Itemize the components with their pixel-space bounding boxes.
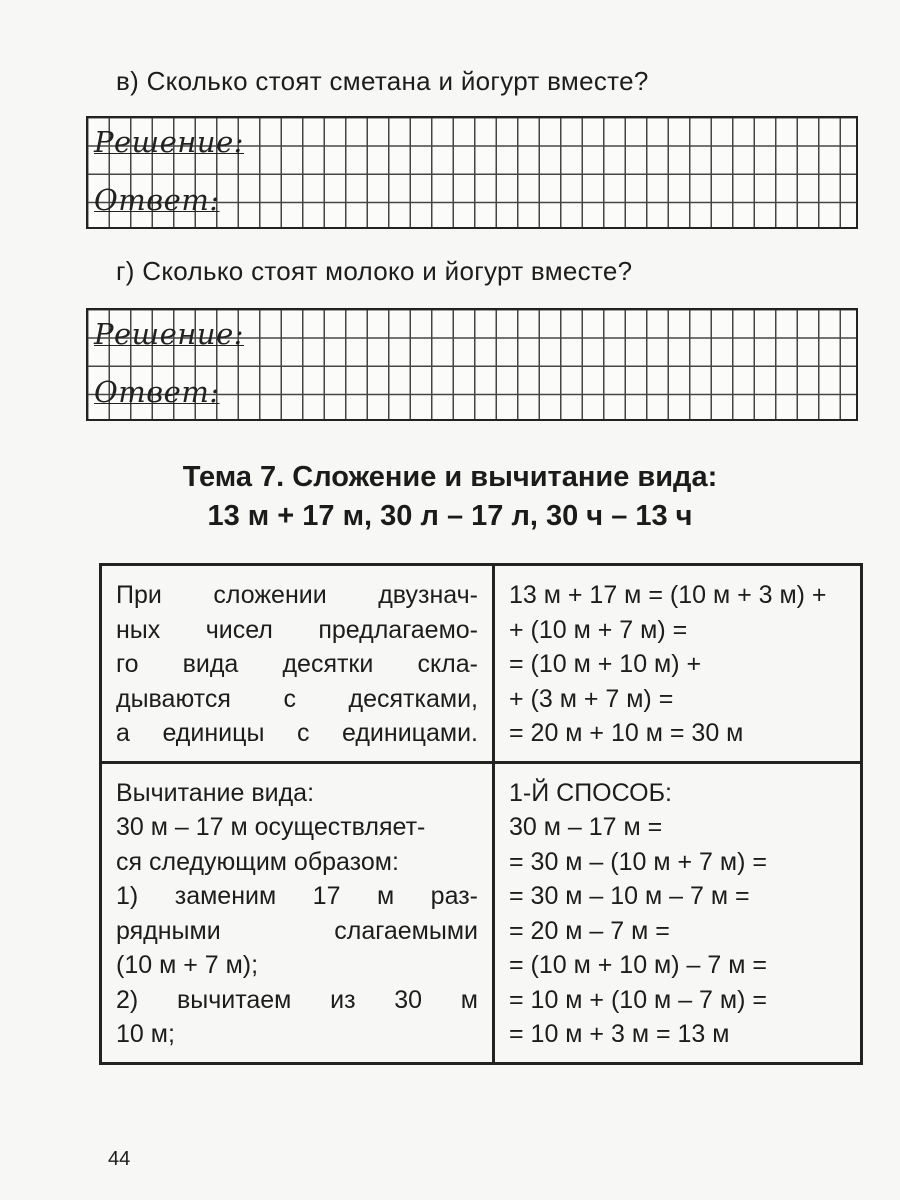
text-line: 10 м;	[116, 1020, 175, 1048]
addition-row	[101, 565, 862, 763]
text-line: а единицы с единицами.	[116, 719, 478, 747]
text-line: (10 м + 7 м);	[116, 951, 259, 979]
math-line: + (10 м + 7 м) =	[509, 615, 688, 644]
solution-label: Решение:	[94, 317, 245, 351]
subtraction-example	[494, 762, 862, 1063]
text-line: дываются с десятками,	[116, 684, 478, 713]
text-line: го вида десятки скла-	[116, 650, 478, 678]
math-line: = 30 м – 10 м – 7 м =	[509, 882, 750, 910]
math-line: 13 м + 17 м = (10 м + 3 м) +	[509, 581, 827, 609]
text-line: 30 м – 17 м осуществляет-	[116, 813, 426, 841]
math-line: = 10 м + 3 м = 13 м	[509, 1020, 730, 1048]
math-line: = (10 м + 10 м) +	[509, 650, 702, 678]
subtraction-row	[101, 762, 862, 1063]
answer-grid-g[interactable]	[86, 308, 858, 421]
question-g: г) Сколько стоят молоко и йогурт вместе?	[116, 256, 633, 286]
topic-title-line1: Тема 7. Сложение и вычитание вида:	[182, 461, 718, 493]
subtraction-explanation	[101, 762, 494, 1063]
answer-grid-v[interactable]	[86, 116, 858, 229]
addition-explanation	[101, 565, 494, 763]
answer-label: Ответ:	[94, 375, 220, 409]
math-line: 1-Й СПОСОБ:	[509, 778, 672, 807]
question-v: в) Сколько стоят сметана и йогурт вместе?	[116, 66, 649, 96]
page-number: 44	[108, 1148, 131, 1170]
answer-label: Ответ:	[94, 183, 220, 217]
math-line: = 30 м – (10 м + 7 м) =	[509, 847, 767, 876]
math-line: = (10 м + 10 м) – 7 м =	[509, 951, 767, 979]
text-line: рядными слагаемыми	[116, 916, 478, 945]
text-line: ся следующим образом:	[116, 847, 399, 876]
topic-title-line2: 13 м + 17 м, 30 л – 17 л, 30 ч – 13 ч	[207, 500, 693, 532]
addition-example	[494, 565, 862, 763]
rule-table	[99, 563, 863, 1065]
text-line: Вычитание вида:	[116, 778, 315, 807]
text-line: ных чисел предлагаемо-	[116, 615, 478, 644]
math-line: = 10 м + (10 м – 7 м) =	[509, 985, 767, 1014]
text-line: 2) вычитаем из 30 м	[116, 985, 478, 1014]
text-line: При сложении двузнач-	[116, 581, 478, 609]
math-line: = 20 м + 10 м = 30 м	[509, 719, 744, 747]
math-line: = 20 м – 7 м =	[509, 916, 670, 945]
solution-label: Решение:	[94, 125, 245, 159]
math-line: + (3 м + 7 м) =	[509, 684, 674, 713]
math-line: 30 м – 17 м =	[509, 813, 663, 841]
text-line: 1) заменим 17 м раз-	[116, 882, 478, 910]
